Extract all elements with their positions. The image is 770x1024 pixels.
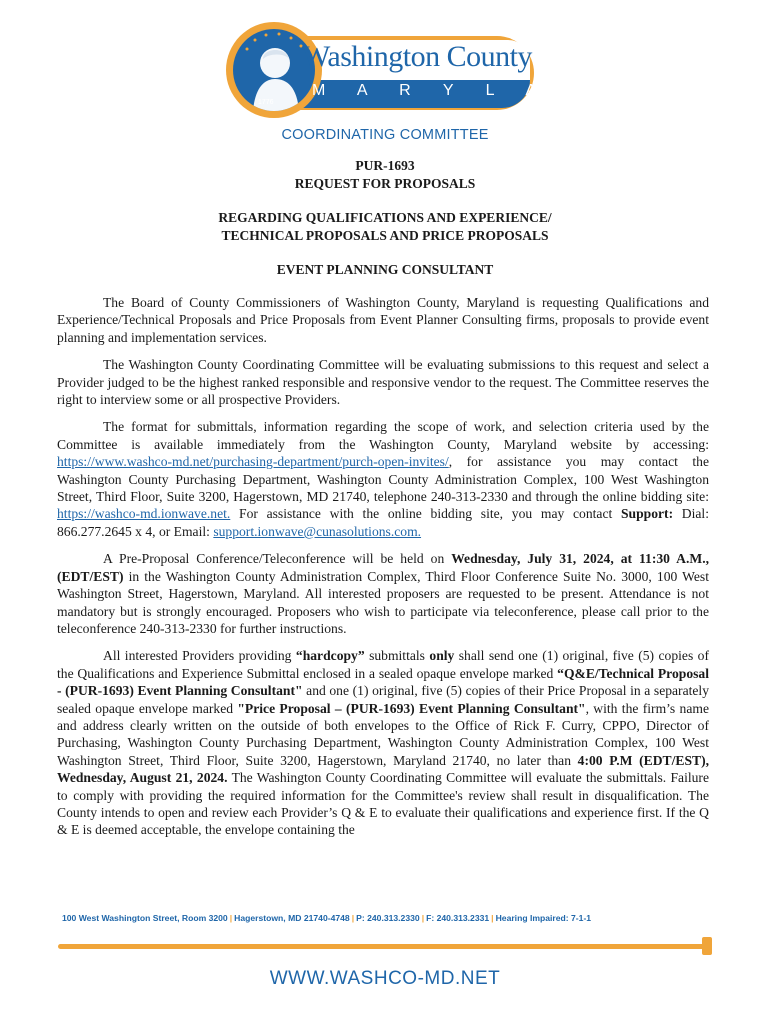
footer-city: Hagerstown, MD 21740-4748: [234, 913, 350, 923]
purchasing-website-link[interactable]: https://www.washco-md.net/purchasing-department/purch-open-invites/: [57, 454, 449, 470]
text-segment: All interested Providers providing: [103, 648, 296, 664]
text-segment: in the Washington County Administration Complex, Third Floor Conference Suite No. 3000, 100 West Washington Street, Hagerstown, Maryland. All interested proposers are requested to be present. Attendance is not mandatory but is strongly encouraged. Proposers who wish to participate via teleconference, please call prior to the teleconference 240-313-2330 for further instructions.: [57, 568, 709, 636]
submission-deadline: 4:00 P.M (EDT/EST), Wednesday, August 21, 2024.: [57, 752, 709, 786]
rfp-type: REQUEST FOR PROPOSALS: [294, 176, 476, 191]
text-segment: , for assistance you may contact the Washington County Purchasing Department, Washington County Administration Complex, 100 West Washington Street, Third Floor, Suite 3200, Hagerstown, MD 21740, telephone 240-313-2330 and through the online bidding site:: [57, 454, 709, 505]
support-label: Support:: [620, 506, 674, 522]
paragraph-intro: The Board of County Commissioners of Washington County, Maryland is requesting Qualifications and Experience/Technical Proposals and Price Proposals from Event Planner Consulting firms, proposals to provide event planning and implementation services.: [57, 295, 709, 345]
conference-date: Wednesday, July 31, 2024, at 11:30 A.M., (EDT/EST): [57, 551, 709, 584]
text-segment: The format for submittals, information regarding the scope of work, and selection criteria used by the Committee is available immediately from the Washington County, Maryland website by accessing:: [57, 419, 709, 452]
county-logo: [226, 22, 638, 118]
support-email-link[interactable]: support.ionwave@cunasolutions.com.: [213, 523, 422, 539]
document-title: EVENT PLANNING CONSULTANT: [276, 262, 494, 277]
regarding-line-2: TECHNICAL PROPOSALS AND PRICE PROPOSALS: [221, 228, 549, 243]
regarding-line-1: REGARDING QUALIFICATIONS AND EXPERIENCE/: [218, 210, 552, 225]
text-segment: , with the firm’s name and address clearly written on the outside of both envelopes to the Office of Rick F. Curry, CPPO, Director of Purchasing, Washington County Purchasing Department, Washington County Administration Complex, 100 West Washington Street, Third Floor, Suite 3200, Hagerstown, Maryland 21740, no later than: [57, 700, 709, 768]
text-segment: and one (1) original, five (5) copies of their Price Proposal in a separately sealed opaque envelope marked: [57, 683, 710, 716]
footer-fax: F: 240.313.2331: [426, 913, 490, 923]
paragraph-evaluation: The Washington County Coordinating Committee will be evaluating submissions to this request and select a Provider judged to be the highest ranked responsible and responsive vendor to the request. The Committee reserves the right to interview some or all prospective Providers.: [57, 357, 709, 408]
paragraph-format: [57, 418, 709, 540]
qe-envelope-label: “Q&E/Technical Proposal - (PUR-1693) Event Planning Consultant": [57, 665, 709, 699]
footer-phone: P: 240.313.2330: [356, 913, 420, 923]
rfp-number: PUR-1693: [355, 158, 415, 173]
footer-website[interactable]: WWW.WASHCO-MD.NET: [269, 968, 501, 989]
logo-name: Washington County: [302, 40, 532, 73]
logo-state: M A R Y L A N D: [312, 82, 638, 99]
text-segment: A Pre-Proposal Conference/Teleconference will be held on: [103, 551, 452, 567]
bidding-site-link[interactable]: https://washco-md.ionwave.net.: [57, 506, 231, 522]
footer-contact: 100 West Washington Street, Room 3200 | Hagerstown, MD 21740-4748 | P: 240.313.2330 | F: 240.313.2331 | Hearing Impaired: 7-1-1: [62, 913, 592, 923]
hardcopy-term: “hardcopy”: [295, 648, 365, 664]
paragraph-submission: [57, 647, 709, 838]
text-segment: Dial: 866.277.2645 x 4, or Email:: [57, 506, 709, 539]
text-segment: The Washington County Coordinating Committee will evaluate the submittals. Failure to comply with providing the required information for the Committee's review shall result in disqualification. The County intends to open and review each Provider’s Q & E to evaluate their qualifications and experience first. If the Q & E is deemed acceptable, the envelope containing the: [57, 770, 709, 838]
text-segment: shall send one (1) original, five (5) copies of the Qualifications and Experience Submittal enclosed in a sealed opaque envelope marked: [57, 648, 709, 681]
text-segment: submittals: [364, 648, 430, 664]
logo-year: 1776: [258, 99, 274, 106]
paragraph-conference: [57, 550, 709, 637]
only-term: only: [429, 648, 455, 664]
footer-divider: [58, 944, 708, 949]
text-segment: For assistance with the online bidding site, you may contact: [230, 506, 621, 522]
price-envelope-label: "Price Proposal – (PUR-1693) Event Planning Consultant": [237, 700, 586, 716]
footer-address: 100 West Washington Street, Room 3200: [62, 913, 228, 923]
footer-hearing-impaired: Hearing Impaired: 7-1-1: [495, 913, 592, 923]
document-body: [57, 294, 709, 849]
committee-heading: COORDINATING COMMITTEE: [281, 127, 489, 143]
